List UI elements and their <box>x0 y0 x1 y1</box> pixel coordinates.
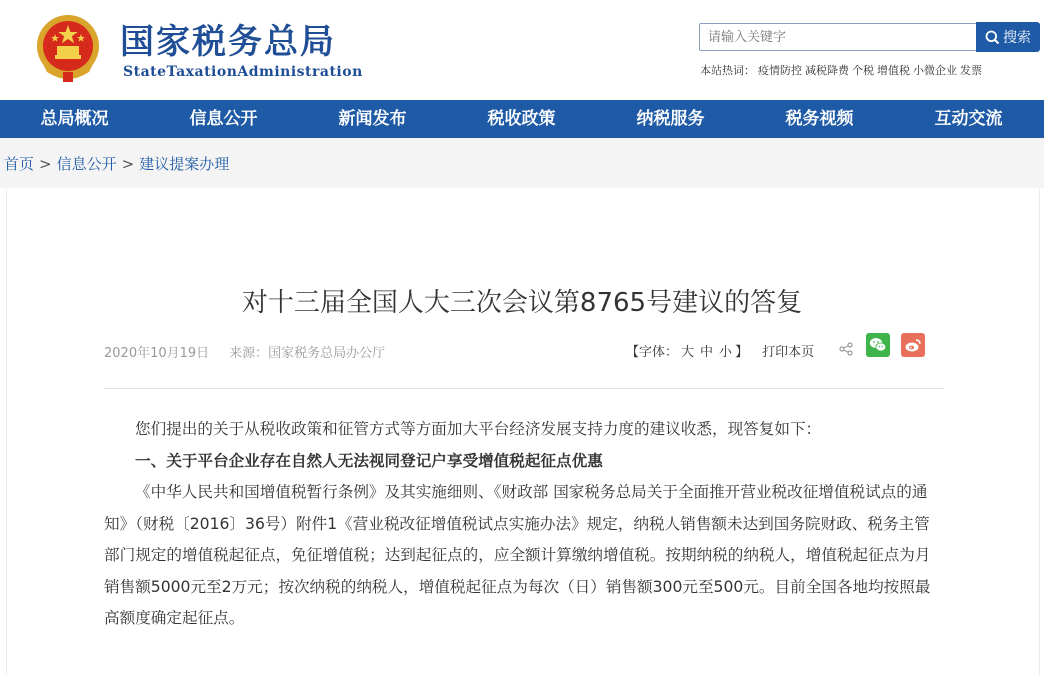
article-meta <box>104 342 385 361</box>
main-nav <box>0 100 1044 138</box>
hot-word[interactable]: 小微企业 <box>913 64 957 77</box>
hot-word[interactable]: 疫情防控 <box>758 64 802 77</box>
article-body <box>104 414 944 635</box>
hot-word[interactable]: 减税降费 <box>805 64 849 77</box>
site-name-en[interactable]: StateTaxationAdministration <box>123 64 363 80</box>
article-date: 2020年10月19日 <box>104 346 210 361</box>
nav-item-news[interactable]: 新闻发布 <box>338 109 407 129</box>
nav-item-taxpayer-service[interactable]: 纳税服务 <box>636 109 705 129</box>
nav-item-overview[interactable]: 总局概况 <box>40 109 109 129</box>
weibo-share-button[interactable] <box>901 333 925 357</box>
font-size-label: 【字体： <box>626 345 679 360</box>
article-title: 对十三届全国人大三次会议第8765号建议的答复 <box>241 288 803 318</box>
font-medium-button[interactable]: 中 <box>700 345 714 360</box>
search-box <box>699 23 976 51</box>
font-size-label-close: 】 <box>735 345 749 360</box>
breadcrumb <box>4 153 229 174</box>
article-section-heading: 一、关于平台企业存在自然人无法视同登记户享受增值税起征点优惠 <box>135 451 603 470</box>
breadcrumb-separator: > <box>39 155 52 173</box>
hot-words <box>700 62 985 78</box>
article-paragraph: 您们提出的关于从税收政策和征管方式等方面加大平台经济发展支持力度的建议收悉，现答复如下： <box>135 420 822 438</box>
font-large-button[interactable]: 大 <box>681 345 695 360</box>
site-name-cn[interactable]: 国家税务总局 <box>120 22 336 62</box>
print-button[interactable]: 打印本页 <box>762 345 815 360</box>
search-button-label: 搜索 <box>1003 30 1031 46</box>
wechat-share-button[interactable] <box>866 333 890 357</box>
hot-words-label: 本站热词： <box>700 64 755 77</box>
nav-item-info-disclosure[interactable]: 信息公开 <box>189 109 258 129</box>
nav-item-tax-policy[interactable]: 税收政策 <box>487 109 556 129</box>
meta-divider <box>104 388 944 389</box>
weibo-icon <box>904 337 922 353</box>
search-button[interactable] <box>976 22 1040 52</box>
breadcrumb-proposal-handling[interactable]: 建议提案办理 <box>139 155 230 173</box>
national-emblem-icon[interactable] <box>33 12 103 84</box>
search-input[interactable] <box>700 24 976 50</box>
hot-word[interactable]: 发票 <box>960 64 982 77</box>
breadcrumb-home[interactable]: 首页 <box>4 155 35 173</box>
share-icon[interactable] <box>839 342 853 356</box>
breadcrumb-info-disclosure[interactable]: 信息公开 <box>56 155 117 173</box>
breadcrumb-bar <box>0 138 1044 188</box>
hot-word[interactable]: 个税 <box>852 64 874 77</box>
wechat-icon <box>869 337 887 353</box>
search-icon <box>985 30 1000 45</box>
nav-item-interaction[interactable]: 互动交流 <box>934 109 1003 129</box>
nav-item-tax-video[interactable]: 税务视频 <box>785 109 854 129</box>
article-paragraph: 《中华人民共和国增值税暂行条例》及其实施细则、《财政部 国家税务总局关于全面推开营业税改征增值税试点的通知》（财税〔2016〕36号）附件1《营业税改征增值税试点实施办法》规定，纳税人销售额未达到国务院财政、税务主管部门规定的增值税起征点，免征增值税；达到起征点的，应全额计算缴纳增值税。按期纳税的纳税人，增值税起征点为月销售额5000元至2万元；按次纳税的纳税人，增值税起征点为每次（日）销售额300元至500元。目前全国各地均按照最高额度确定起征点。 <box>104 483 931 627</box>
site-header <box>0 0 1044 100</box>
breadcrumb-separator: > <box>121 155 135 173</box>
article-source: 来源：国家税务总局办公厅 <box>229 346 386 361</box>
article-tools <box>626 341 814 360</box>
font-small-button[interactable]: 小 <box>719 345 733 360</box>
hot-word[interactable]: 增值税 <box>877 64 910 77</box>
